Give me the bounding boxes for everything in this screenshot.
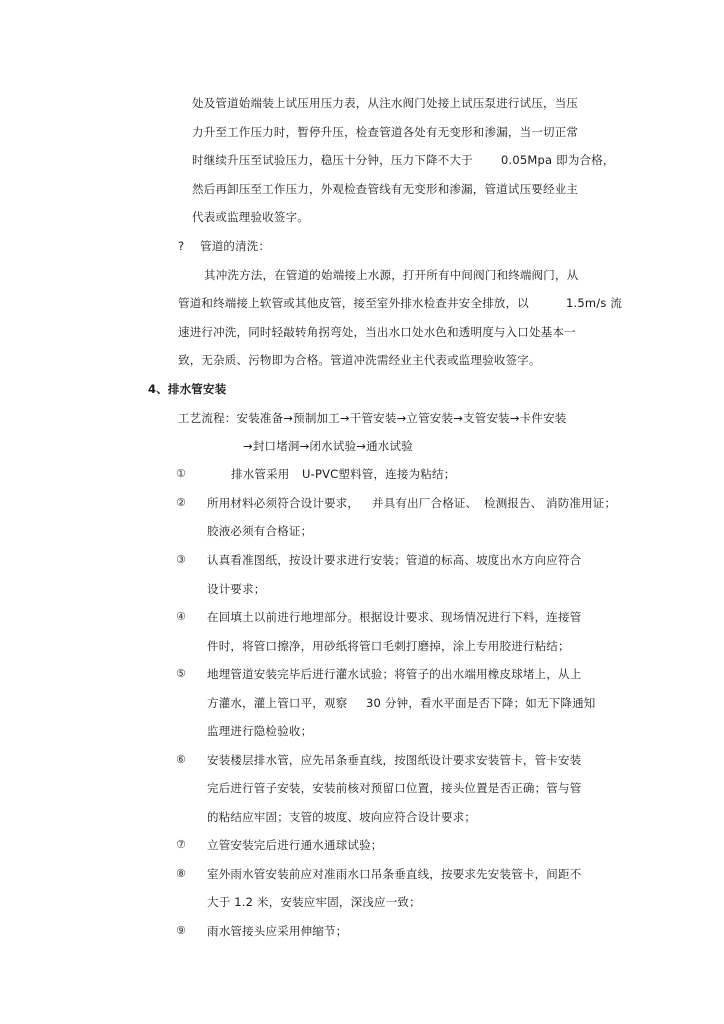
process-flow-line-2: →封口堵洞→闭水试验→通水试验	[243, 439, 413, 453]
item-2-line-1a: 所用材料必须符合设计要求，	[207, 496, 360, 510]
cleaning-line-3: 速进行冲洗，同时轻敲转角拐弯处，当出水口处水色和透明度与入口处基本一	[178, 325, 576, 339]
item-9-marker: ⑨	[176, 924, 186, 937]
item-8-marker: ⑧	[176, 867, 186, 880]
item-5-line-2a: 方灌水，灌上管口平，观察	[207, 696, 348, 710]
cleaning-marker: ?	[178, 239, 185, 253]
item-8-line-1: 室外雨水管安装前应对准雨水口吊条垂直线，按要求先安装管卡，间距不	[207, 867, 582, 881]
item-3-line-1: 认真看准图纸，按设计要求进行安装；管道的标高、坡度出水方向应符合	[207, 553, 582, 567]
item-6-line-1: 安装楼层排水管，应先吊条垂直线，按图纸设计要求安装管卡，管卡安装	[207, 753, 582, 767]
item-4-line-2: 件时，将管口擦净，用砂纸将管口毛刺打磨掉，涂上专用胶进行粘结；	[207, 639, 570, 653]
item-1-line-1a: 排水管采用	[231, 467, 290, 481]
cleaning-speed-value: 1.5m/s 流	[566, 296, 623, 310]
cleaning-line-4: 致，无杂质、污物即为合格。管道冲洗需经业主代表或监理验收签字。	[178, 353, 541, 367]
process-flow-line-1: 工艺流程：安装准备→预制加工→干管安装→立管安装→支管安装→卡件安装	[178, 411, 567, 425]
item-2-line-2: 胶液必须有合格证；	[207, 524, 313, 538]
pressure-test-value: 0.05Mpa 即为合格，	[501, 153, 615, 167]
item-6-line-2: 完后进行管子安装，安装前核对预留口位置，接头位置是否正确；管与管	[207, 781, 582, 795]
item-4-marker: ④	[176, 610, 186, 623]
item-3-marker: ③	[176, 553, 186, 566]
cleaning-line-1: 其冲洗方法，在管道的始端接上水源，打开所有中间阀门和终端阀门，从	[204, 268, 579, 282]
section-4-title: 4、排水管安装	[148, 382, 227, 396]
item-7-marker: ⑦	[176, 838, 186, 851]
item-2-line-1d: 消防准用证；	[546, 496, 617, 510]
cleaning-heading: 管道的清洗：	[200, 239, 271, 253]
item-2-marker: ②	[176, 496, 186, 509]
item-4-line-1: 在回填土以前进行地埋部分。根据设计要求、现场情况进行下料，连接管	[207, 610, 582, 624]
item-6-line-3: 的粘结应牢固；支管的坡度、坡向应符合设计要求；	[207, 810, 477, 824]
pressure-test-line-4: 然后再卸压至工作压力，外观检查管线有无变形和渗漏，管道试压要经业主	[192, 182, 579, 196]
item-5-line-1: 地埋管道安装完毕后进行灌水试验；将管子的出水端用橡皮球堵上，从上	[207, 667, 582, 681]
item-6-marker: ⑥	[176, 753, 186, 766]
item-3-line-2: 设计要求；	[207, 582, 266, 596]
item-2-line-1c: 检测报告、	[484, 496, 543, 510]
pressure-test-line-2: 力升至工作压力时，暂停升压，检查管道各处有无变形和渗漏，当一切正常	[192, 125, 579, 139]
item-8-line-2: 大于 1.2 米，安装应牢固，深浅应一致；	[207, 895, 421, 909]
item-5-marker: ⑤	[176, 667, 186, 680]
cleaning-line-2: 管道和终端接上软管或其他皮管，接至室外排水检查井安全排放，以	[178, 296, 529, 310]
pressure-test-line-3: 时继续升压至试验压力，稳压十分钟，压力下降不大于	[192, 153, 473, 167]
item-1-line-1b: U-PVC塑料管，连接为粘结；	[302, 467, 456, 481]
item-5-line-3: 监理进行隐检验收；	[207, 724, 313, 738]
item-9-line-1: 雨水管接头应采用伸缩节；	[207, 924, 348, 938]
item-1-marker: ①	[176, 467, 186, 480]
item-7-line-1: 立管安装完后进行通水通球试验；	[207, 838, 383, 852]
item-2-line-1b: 并具有出厂合格证、	[372, 496, 478, 510]
pressure-test-line-5: 代表或监理验收签字。	[192, 210, 309, 224]
item-5-line-2b: 30 分钟，看水平面是否下降；如无下降通知	[366, 696, 596, 710]
pressure-test-line-1: 处及管道始端装上试压用压力表，从注水阀门处接上试压泵进行试压，当压	[192, 96, 579, 110]
